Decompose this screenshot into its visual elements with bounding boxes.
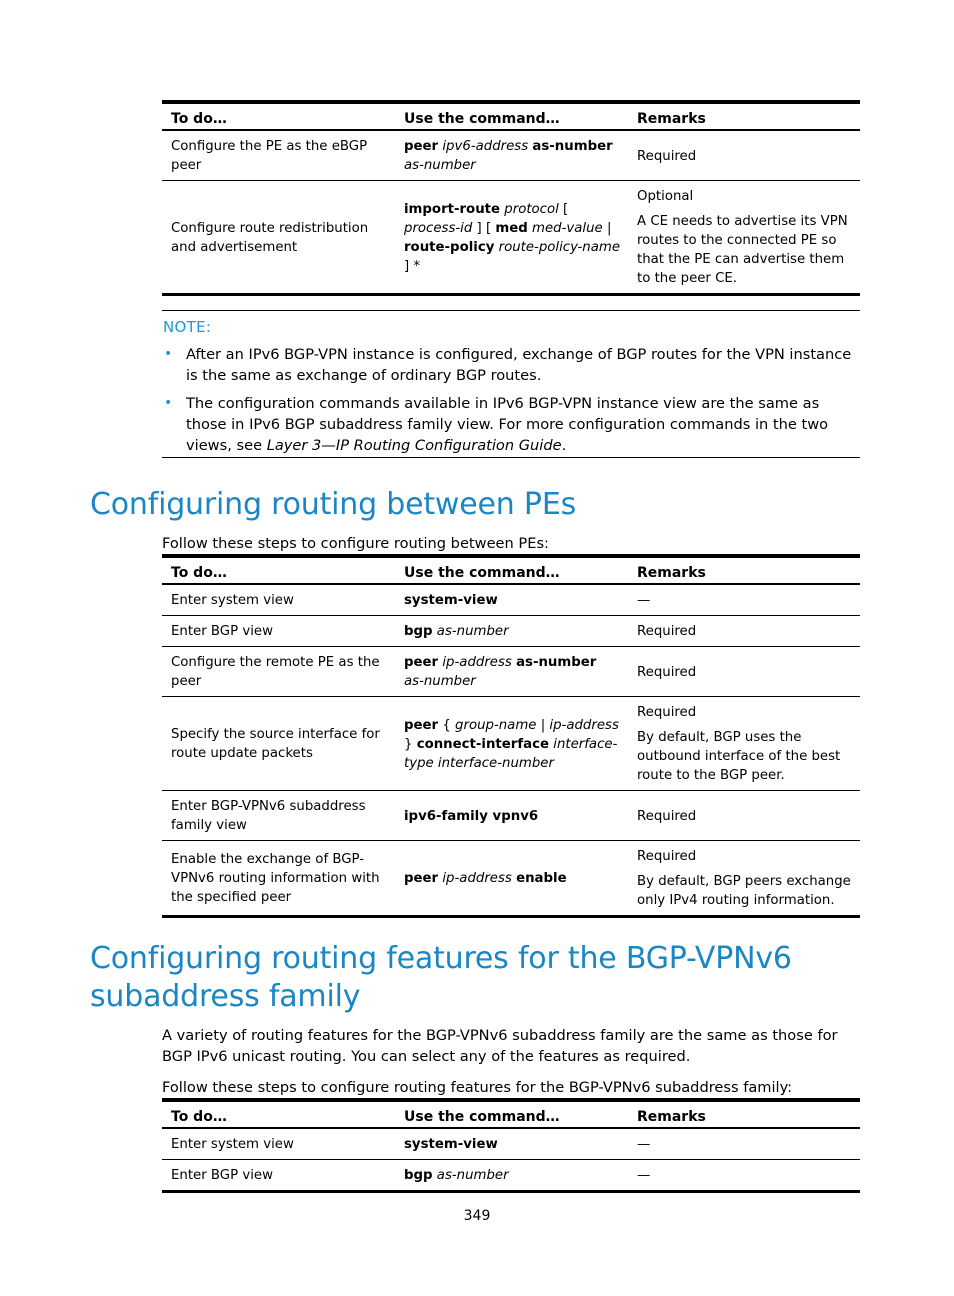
table-3	[162, 1098, 860, 1193]
command-argument: ipv6-address	[442, 139, 529, 154]
cell-remarks	[628, 841, 860, 917]
header-command: Use the command…	[404, 1109, 560, 1125]
cell-todo: Specify the source interface for route update packets	[171, 727, 380, 761]
section-heading-routing-features: Configuring routing features for the BGP-VPNv6 subaddress family	[90, 941, 792, 1014]
cell-command	[395, 1128, 628, 1160]
cell-todo: Configure route redistribution and advertisement	[171, 220, 369, 255]
command-keyword: as-number	[516, 655, 597, 670]
command-argument: route-policy-name	[498, 239, 621, 255]
cell-remarks	[628, 791, 860, 841]
note-item	[162, 344, 860, 386]
table-1	[162, 100, 860, 296]
cell-todo: Enable the exchange of BGP-VPNv6 routing information with the specified peer	[171, 852, 380, 905]
bullet-icon: •	[164, 346, 173, 362]
remark-text: By default, BGP peers exchange only IPv4 routing information.	[637, 874, 851, 908]
cell-command	[395, 647, 628, 697]
command-keyword: system-view	[404, 593, 498, 608]
command-argument: Layer 3—IP Routing Configuration Guide	[266, 437, 562, 454]
command-keyword: peer	[404, 655, 439, 670]
text-run: [	[558, 201, 569, 217]
text-run: {	[438, 717, 456, 733]
cell-command	[395, 584, 628, 616]
table-row	[162, 1160, 860, 1192]
text-run: After an IPv6 BGP-VPN instance is configured, exchange of BGP routes for the VPN instance is the same as exchange of ordinary BGP routes.	[186, 346, 852, 384]
cell-command	[395, 791, 628, 841]
header-remarks: Remarks	[637, 565, 706, 581]
remark-text: —	[637, 593, 651, 608]
text-run: The configuration commands available in IPv6 BGP-VPN instance view are the same as those in IPv6 BGP subaddress family view. For more configuration commands in the two views, see	[186, 395, 829, 454]
table-row	[162, 697, 860, 791]
cell-command	[395, 841, 628, 917]
note-item	[162, 393, 860, 456]
cell-todo: Enter system view	[171, 593, 294, 608]
command-argument: process-id	[404, 220, 473, 236]
cell-remarks	[628, 1160, 860, 1192]
remark-text: Optional	[637, 189, 694, 204]
text-run: .	[561, 437, 567, 454]
text-run: |	[602, 220, 612, 236]
cell-todo: Enter system view	[171, 1137, 294, 1152]
command-keyword: system-view	[404, 1137, 498, 1152]
command-keyword: peer	[404, 717, 439, 733]
note-list	[162, 344, 860, 463]
remark-text: A CE needs to advertise its VPN routes to the connected PE so that the PE can advertise them to the peer CE.	[637, 214, 848, 286]
text-run: |	[536, 717, 550, 733]
cell-command	[395, 181, 628, 295]
cell-command	[395, 130, 628, 181]
cell-remarks	[628, 181, 860, 295]
command-keyword: ipv6-family vpnv6	[404, 808, 539, 824]
remark-text: Required	[637, 148, 697, 164]
table-row	[162, 584, 860, 616]
table-row	[162, 181, 860, 295]
table-row	[162, 616, 860, 647]
command-keyword: route-policy	[404, 239, 495, 255]
command-argument: ip-address	[442, 655, 512, 670]
cell-remarks	[628, 697, 860, 791]
cell-todo: Configure the PE as the eBGP peer	[171, 139, 368, 173]
command-keyword: bgp	[404, 1168, 433, 1183]
command-argument: as-number	[436, 1168, 509, 1183]
header-remarks: Remarks	[637, 111, 706, 127]
cell-command	[395, 697, 628, 791]
header-command: Use the command…	[404, 111, 560, 127]
header-todo: To do…	[171, 565, 227, 581]
text-run: ] *	[404, 258, 421, 274]
command-keyword: peer	[404, 139, 439, 154]
header-todo: To do…	[171, 111, 227, 127]
cell-remarks	[628, 647, 860, 697]
remark-text: Required	[637, 849, 697, 864]
table-2	[162, 554, 860, 918]
command-argument: as-number	[404, 158, 476, 173]
cell-remarks	[628, 584, 860, 616]
command-argument: ip-address	[442, 871, 512, 886]
table-header	[162, 556, 860, 584]
cell-todo: Configure the remote PE as the peer	[171, 655, 380, 689]
command-argument: interface-type interface-number	[404, 736, 618, 771]
table-header	[162, 102, 860, 130]
table-row	[162, 841, 860, 917]
command-argument: as-number	[436, 624, 509, 639]
command-argument: ip-address	[549, 717, 619, 733]
command-keyword: import-route	[404, 201, 501, 217]
table-header	[162, 1100, 860, 1128]
remark-text: Required	[637, 664, 697, 680]
note-label: NOTE:	[163, 318, 212, 336]
cell-remarks	[628, 130, 860, 181]
command-argument: group-name	[455, 717, 537, 733]
table-row	[162, 1128, 860, 1160]
remark-text: —	[637, 1137, 651, 1152]
table-row	[162, 647, 860, 697]
section-intro: Follow these steps to configure routing features for the BGP-VPNv6 subaddress family:	[162, 1079, 793, 1096]
command-argument: as-number	[404, 674, 476, 689]
section-paragraph: A variety of routing features for the BGP-VPNv6 subaddress family are the same as those for BGP IPv6 unicast routing. You can select any of the features as required.	[162, 1027, 838, 1065]
cell-todo: Enter BGP view	[171, 1168, 273, 1183]
note-box	[162, 310, 860, 458]
command-keyword: connect-interface	[416, 736, 550, 752]
cell-todo: Enter BGP view	[171, 624, 273, 639]
remark-text: Required	[637, 808, 697, 824]
table-row	[162, 130, 860, 181]
page-number: 349	[463, 1208, 491, 1224]
header-todo: To do…	[171, 1109, 227, 1125]
header-command: Use the command…	[404, 565, 560, 581]
command-keyword: bgp	[404, 624, 433, 639]
remark-text: Required	[637, 705, 697, 720]
section-heading-routing-between-pes: Configuring routing between PEs	[90, 487, 577, 522]
text-run: }	[404, 736, 417, 752]
remark-text: Required	[637, 624, 697, 639]
command-keyword: enable	[516, 871, 567, 886]
text-run: ] [	[472, 220, 496, 236]
remark-text: By default, BGP uses the outbound interface of the best route to the BGP peer.	[637, 730, 841, 783]
cell-remarks	[628, 616, 860, 647]
section-intro: Follow these steps to configure routing between PEs:	[162, 535, 549, 552]
command-argument: protocol	[504, 201, 559, 217]
table-row	[162, 791, 860, 841]
command-keyword: med	[495, 220, 528, 236]
cell-todo: Enter BGP-VPNv6 subaddress family view	[171, 799, 366, 833]
header-remarks: Remarks	[637, 1109, 706, 1125]
cell-command	[395, 1160, 628, 1192]
command-argument: med-value	[532, 220, 603, 236]
remark-text: —	[637, 1168, 651, 1183]
cell-remarks	[628, 1128, 860, 1160]
command-keyword: peer	[404, 871, 439, 886]
cell-command	[395, 616, 628, 647]
command-keyword: as-number	[532, 139, 613, 154]
bullet-icon: •	[164, 395, 173, 411]
